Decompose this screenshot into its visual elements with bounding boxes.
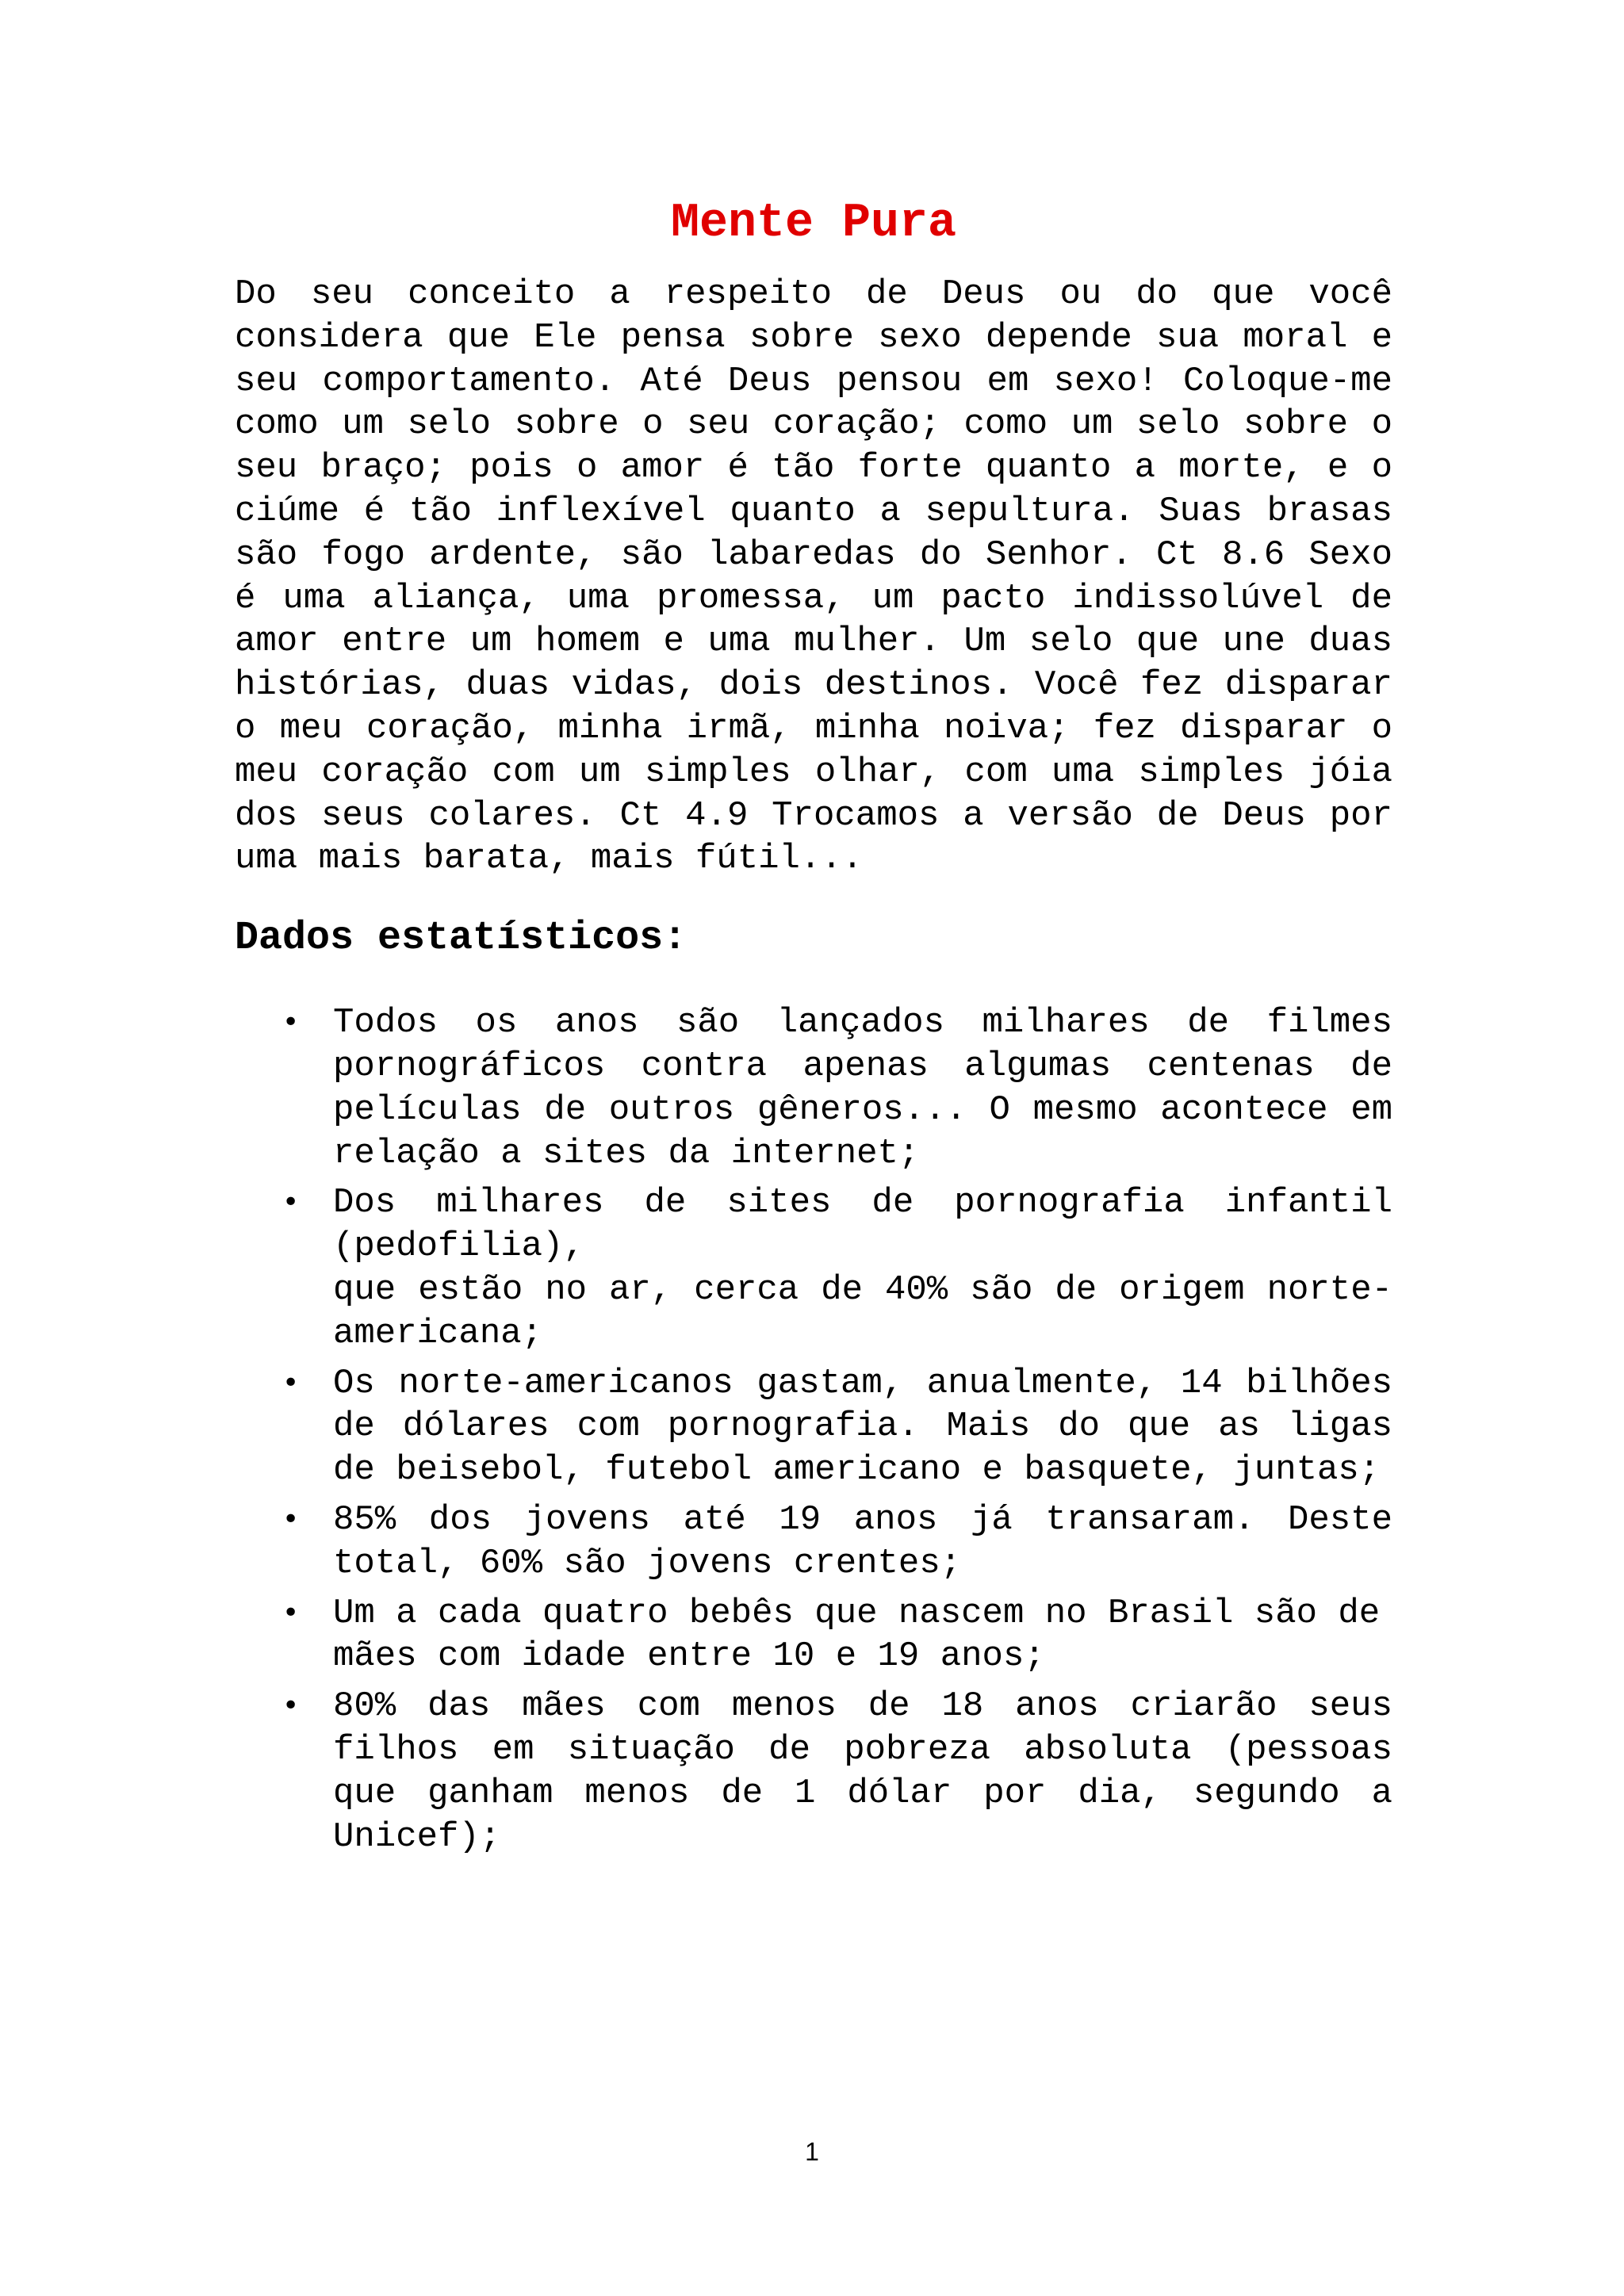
list-item-text: Um a cada quatro bebês que nascem no Brasil são de: [333, 1593, 1381, 1633]
list-item-text: Todos os anos são lançados milhares de filmes pornográficos contra apenas algumas centenas de películas de outros gêneros... O mesmo acontece em relação a sites da internet;: [333, 1003, 1392, 1173]
list-item: [235, 1001, 1392, 1175]
list-item: [235, 1592, 1392, 1679]
list-item: [235, 1181, 1392, 1355]
bullet-icon: •: [282, 1006, 300, 1039]
list-item: [235, 1498, 1392, 1586]
list-item-text: Dos milhares de sites de pornografia infantil (pedofilia),: [333, 1183, 1392, 1267]
page-number: 1: [805, 2137, 819, 2166]
list-item-text: mães com idade entre 10 e 19 anos;: [333, 1636, 1045, 1677]
document-page: [235, 193, 1392, 1865]
list-item-text: 80% das mães com menos de 18 anos criarão seus filhos em situação de pobreza absoluta (pessoas que ganham menos de 1 dólar por dia, segundo a Unicef);: [333, 1686, 1392, 1857]
section-heading: Dados estatísticos:: [235, 916, 688, 962]
list-item-text: 85% dos jovens até 19 anos já transaram. Deste total, 60% são jovens crentes;: [333, 1499, 1392, 1583]
list-item-text: Os norte-americanos gastam, anualmente, 14 bilhões de dólares com pornografia. Mais do que as ligas de beisebol, futebol americano e basquete, juntas;: [333, 1363, 1392, 1490]
bullet-icon: •: [282, 1689, 300, 1723]
statistics-list: [235, 1001, 1392, 1858]
list-item: [235, 1362, 1392, 1492]
bullet-icon: •: [282, 1596, 300, 1629]
page-title: Mente Pura: [670, 197, 957, 251]
list-item: [235, 1685, 1392, 1858]
list-item-text: que estão no ar, cerca de 40% são de origem norte-americana;: [333, 1269, 1392, 1353]
bullet-icon: •: [282, 1366, 300, 1399]
bullet-icon: •: [282, 1502, 300, 1536]
intro-paragraph: Do seu conceito a respeito de Deus ou do que você considera que Ele pensa sobre sexo depende sua moral e seu comportamento. Até Deus pensou em sexo! Coloque-me como um selo sobre o seu coração; como um selo sobre o seu braço; pois o amor é tão forte quanto a morte, e o ciúme é tão inflexível quanto a sepultura. Suas brasas são fogo ardente, são labaredas do Senhor. Ct 8.6 Sexo é uma aliança, uma promessa, um pacto indissolúvel de amor entre um homem e uma mulher. Um selo que une duas histórias, duas vidas, dois destinos. Você fez disparar o meu coração, minha irmã, minha noiva; fez disparar o meu coração com um simples olhar, com uma simples jóia dos seus colares. Ct 4.9 Trocamos a versão de Deus por uma mais barata, mais fútil...: [235, 274, 1392, 879]
bullet-icon: •: [282, 1186, 300, 1219]
